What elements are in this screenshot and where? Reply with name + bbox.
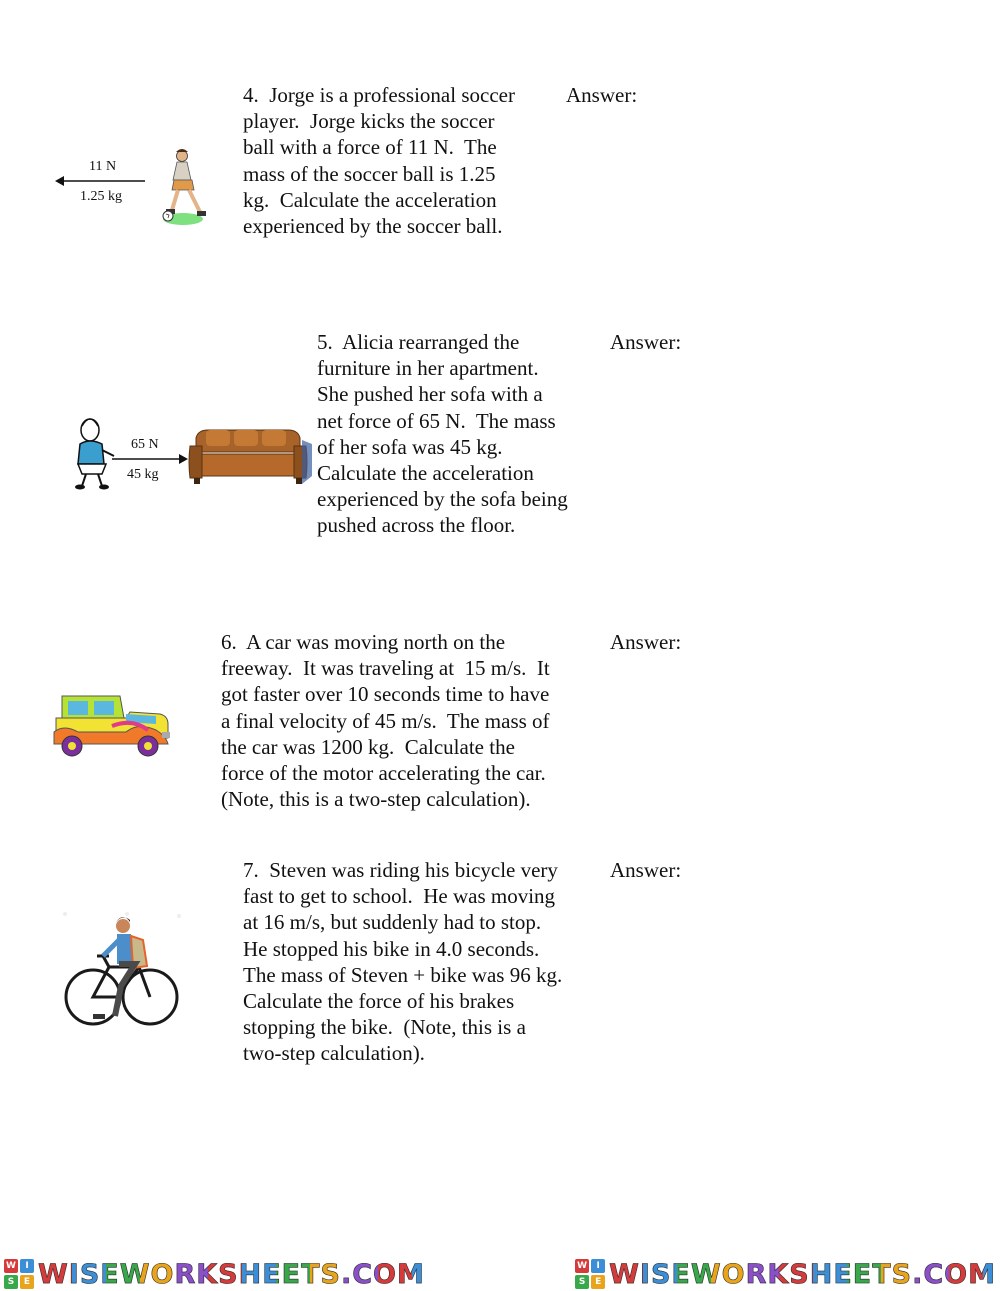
logo-letter: S xyxy=(4,1275,18,1289)
question-5-text: 5. Alicia rearranged the furniture in her apartment. She pushed her sofa with a net force of 65 N. The mass of her sofa was 45 kg. Calculate the acceleration experienced by the sofa being pushed across the floor. xyxy=(317,330,568,538)
bicycle-diagram xyxy=(55,910,185,1035)
brand-text: WISEWORKSHEETS.COM xyxy=(609,1258,996,1290)
question-4-text: 4. Jorge is a professional soccer player. Jorge kicks the soccer ball with a force of 11 N. The mass of the soccer ball is 1.25 kg. Calculate the acceleration experienced by the soccer ball. xyxy=(243,83,515,239)
brand-logo-icon xyxy=(575,1259,605,1289)
logo-letter: E xyxy=(20,1275,34,1289)
logo-letter: W xyxy=(575,1259,589,1273)
sofa-diagram xyxy=(66,416,316,492)
soccer-diagram xyxy=(50,148,215,230)
soccer-player-icon xyxy=(50,148,215,230)
mass-label: 1.25 kg xyxy=(80,189,122,204)
logo-letter: S xyxy=(575,1275,589,1289)
bicycle-rider-icon xyxy=(55,910,185,1035)
question-6-text: 6. A car was moving north on the freeway. It was traveling at 15 m/s. It got faster over 10 seconds time to have a final velocity of 45 m/s. The mass of the car was 1200 kg. Calculate the force of the motor accelerating the car. (Note, this is a two-step calculation). xyxy=(221,630,550,812)
brand-left xyxy=(4,1259,425,1290)
brand-logo-icon xyxy=(4,1259,34,1289)
force-label: 11 N xyxy=(89,159,117,174)
question-6-answer-label: Answer: xyxy=(610,630,682,654)
force-label: 65 N xyxy=(131,437,159,452)
car-diagram xyxy=(52,688,174,760)
logo-letter: I xyxy=(591,1259,605,1273)
question-4-answer-label: Answer: xyxy=(566,83,638,107)
footer-watermark xyxy=(0,1257,1000,1291)
sofa-icon xyxy=(189,430,312,484)
pushing-girl-icon xyxy=(75,419,114,490)
question-5-answer-label: Answer: xyxy=(610,330,682,354)
logo-letter: W xyxy=(4,1259,18,1273)
logo-letter: I xyxy=(20,1259,34,1273)
question-7-answer-label: Answer: xyxy=(610,858,682,882)
car-icon xyxy=(52,688,174,760)
logo-letter: E xyxy=(591,1275,605,1289)
mass-label: 45 kg xyxy=(127,467,159,482)
question-7-text: 7. Steven was riding his bicycle very fast to get to school. He was moving at 16 m/s, but suddenly had to stop. He stopped his bike in 4.0 seconds. The mass of Steven + bike was 96 kg. Calculate the force of his brakes stopping the bike. (Note, this is a two-step calculation). xyxy=(243,858,563,1066)
brand-right xyxy=(575,1259,996,1290)
brand-text: WISEWORKSHEETS.COM xyxy=(38,1258,425,1290)
